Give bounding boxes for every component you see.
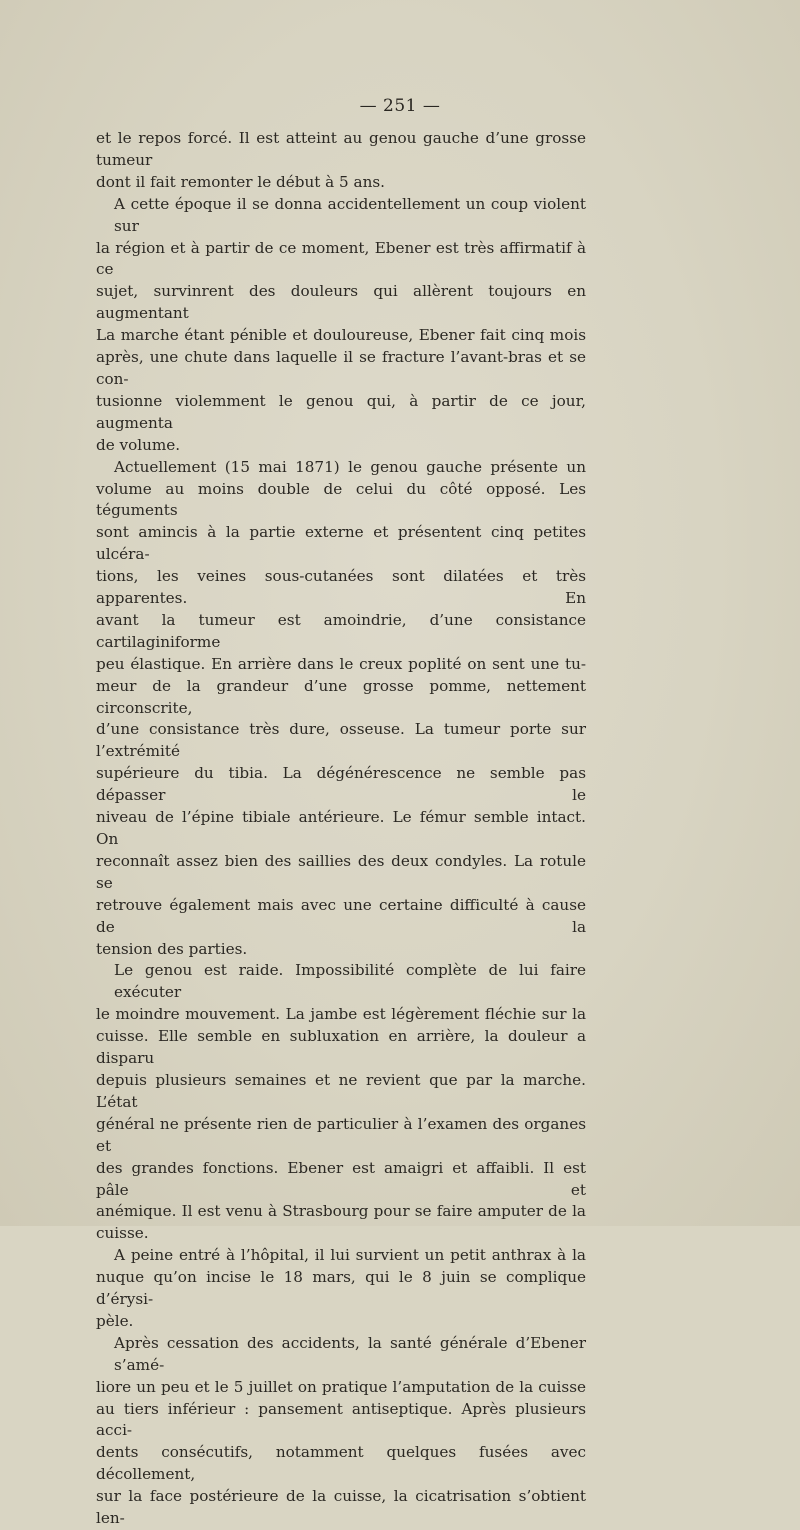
text-line: avant la tumeur est amoindrie, d’une consistance cartilaginiforme — [96, 610, 586, 651]
text-line: retrouve également mais avec une certaine difficulté à cause de la — [96, 895, 586, 936]
text-line: Après cessation des accidents, la santé générale d’Ebener s’amé- — [114, 1333, 586, 1374]
text-line: et le repos forcé. Il est atteint au genou gauche d’une grosse tumeur — [96, 129, 586, 169]
text-line: cuisse. — [96, 1224, 149, 1243]
text-line: Actuellement (15 mai 1871) le genou gauche présente un — [114, 457, 586, 476]
text-line: la région et à partir de ce moment, Ebener est très affirmatif à ce — [96, 238, 586, 279]
body-text — [96, 128, 586, 1530]
text-line: sur la face postérieure de la cuisse, la cicatrisation s’obtient len- — [96, 1487, 586, 1528]
text-line: tions, les veines sous-cutanées sont dilatées et très apparentes. En — [96, 567, 586, 608]
text-line: le moindre mouvement. La jambe est légèrement fléchie sur la — [96, 1005, 586, 1024]
text-line: sujet, survinrent des douleurs qui allèrent toujours en augmentant — [96, 282, 586, 323]
text-line: meur de la grandeur d’une grosse pomme, nettement circonscrite, — [96, 676, 586, 717]
text-line: reconnaît assez bien des saillies des deux condyles. La rotule se — [96, 851, 586, 892]
text-line: liore un peu et le 5 juillet on pratique l’amputation de la cuisse — [96, 1377, 586, 1396]
text-line: anémique. Il est venu à Strasbourg pour se faire amputer de la — [96, 1202, 586, 1221]
page-number: — 251 — — [359, 96, 441, 116]
text-line: A cette époque il se donna accidentellement un coup violent sur — [114, 194, 586, 235]
text-line: La marche étant pénible et douloureuse, Ebener fait cinq mois — [96, 326, 586, 345]
text-line: tension des parties. — [96, 939, 248, 958]
text-line: des grandes fonctions. Ebener est amaigri et affaibli. Il est pâle et — [96, 1158, 586, 1199]
text-line: après, une chute dans laquelle il se fracture l’avant-bras et se con- — [96, 348, 586, 388]
text-line: volume au moins double de celui du côté opposé. Les téguments — [96, 479, 586, 520]
text-line: de volume. — [96, 435, 181, 454]
text-line: nuque qu’on incise le 18 mars, qui le 8 juin se complique d’érysi- — [96, 1268, 586, 1309]
text-line: dents consécutifs, notamment quelques fusées avec décollement, — [96, 1443, 586, 1484]
text-line: peu élastique. En arrière dans le creux poplité on sent une tu- — [96, 654, 586, 673]
text-line: général ne présente rien de particulier à l’examen des organes et — [96, 1114, 586, 1155]
text-line: cuisse. Elle semble en subluxation en arrière, la douleur a disparu — [96, 1027, 586, 1068]
text-line: pèle. — [96, 1311, 134, 1330]
text-line: depuis plusieurs semaines et ne revient que par la marche. L’état — [96, 1070, 586, 1111]
text-line: niveau de l’épine tibiale antérieure. Le fémur semble intact. On — [96, 808, 586, 848]
text-line: supérieure du tibia. La dégénérescence ne semble pas dépasser le — [96, 764, 586, 805]
text-line: Le genou est raide. Impossibilité complète de lui faire exécuter — [114, 961, 586, 1002]
text-line: A peine entré à l’hôpital, il lui survient un petit anthrax à la — [114, 1246, 586, 1265]
text-line: dont il fait remonter le début à 5 ans. — [96, 172, 385, 191]
text-line: sont amincis à la partie externe et présentent cinq petites ulcéra- — [96, 523, 586, 564]
text-line: d’une consistance très dure, osseuse. La tumeur porte sur l’extrémité — [96, 720, 586, 761]
text-line: au tiers inférieur : pansement antiseptique. Après plusieurs acci- — [96, 1399, 586, 1440]
text-line: tusionne violemment le genou qui, à partir de ce jour, augmenta — [96, 391, 586, 432]
